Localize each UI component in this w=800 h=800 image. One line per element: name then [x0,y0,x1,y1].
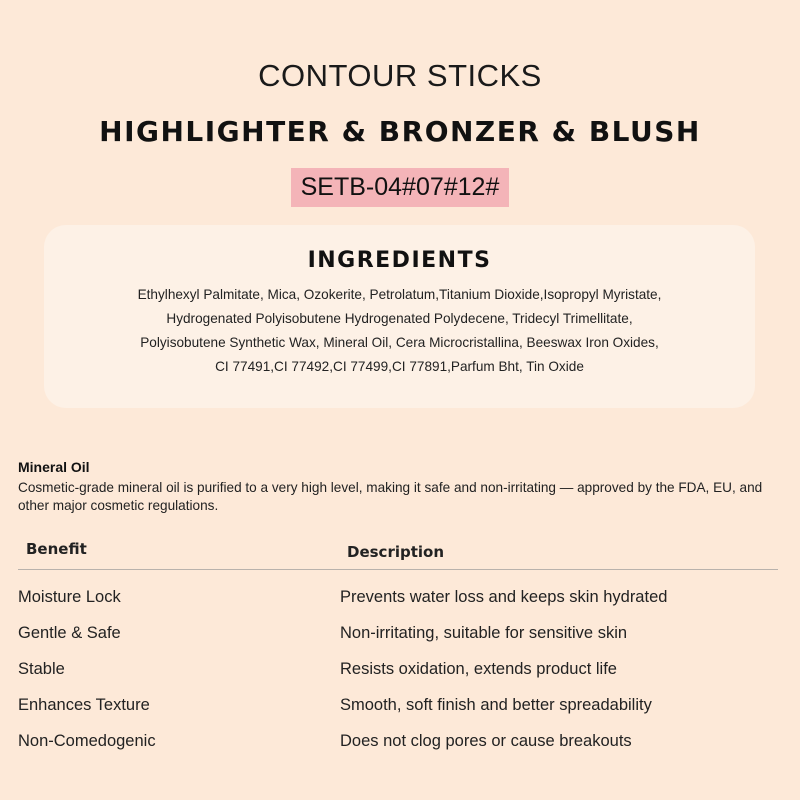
page-title: CONTOUR STICKS [258,58,542,93]
benefit-cell: Non-Comedogenic [18,732,156,750]
description-cell: Prevents water loss and keeps skin hydrated [340,588,668,606]
ingredients-line: Hydrogenated Polyisobutene Hydrogenated Polydecene, Tridecyl Trimellitate, [166,311,633,326]
ingredients-line: Ethylhexyl Palmitate, Mica, Ozokerite, Petrolatum,Titanium Dioxide,Isopropyl Myristate, [137,287,662,302]
table-row [0,732,800,756]
mineral-oil-heading: Mineral Oil [18,459,90,475]
ingredients-card [44,225,755,408]
table-row [0,624,800,648]
benefit-cell: Stable [18,660,65,678]
table-row [0,588,800,612]
page-subtitle: HIGHLIGHTER & BRONZER & BLUSH [99,115,701,148]
benefit-cell: Enhances Texture [18,696,150,714]
description-cell: Does not clog pores or cause breakouts [340,732,632,750]
table-header-description: Description [347,543,445,561]
description-cell: Smooth, soft finish and better spreadability [340,696,652,714]
ingredients-heading: INGREDIENTS [307,248,492,273]
ingredients-line: Polyisobutene Synthetic Wax, Mineral Oil, Cera Microcristallina, Beeswax Iron Oxides, [140,335,659,350]
product-code-badge: SETB-04#07#12# [291,168,510,207]
mineral-oil-description: Cosmetic-grade mineral oil is purified to a very high level, making it safe and non-irritating — approved by the FDA, EU, and other major cosmetic regulations. [18,480,763,513]
benefit-cell: Gentle & Safe [18,624,121,642]
product-code-wrap [0,168,800,207]
description-cell: Resists oxidation, extends product life [340,660,617,678]
benefit-cell: Moisture Lock [18,588,121,606]
table-header-divider [18,569,778,570]
ingredients-line: CI 77491,CI 77492,CI 77499,CI 77891,Parfum Bht, Tin Oxide [215,359,584,374]
description-cell: Non-irritating, suitable for sensitive skin [340,624,628,642]
table-row [0,696,800,720]
table-header-benefit: Benefit [26,540,87,558]
ingredients-text [84,283,715,379]
table-row [0,660,800,684]
